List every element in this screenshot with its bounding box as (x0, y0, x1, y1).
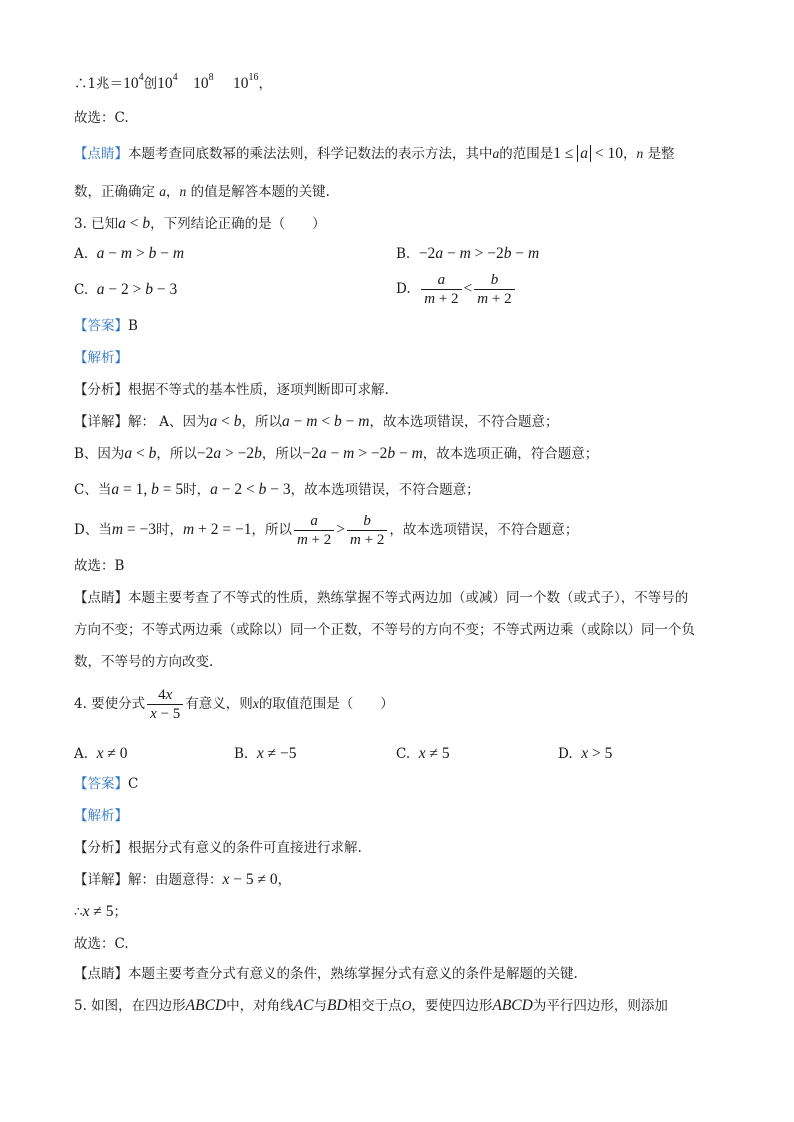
text: 本题考查同底数幂的乘法法则，科学记数法的表示方法，其中 (128, 146, 493, 162)
text: ， (258, 76, 272, 92)
dianjing-3c: 数，不等号的方向改变. (74, 654, 214, 670)
math: a < b (209, 413, 242, 430)
math: m + 2 = −1 (183, 521, 252, 538)
option-4c (396, 744, 450, 764)
text: ，所以 (241, 414, 283, 430)
math-1e4: $10^4$ (123, 72, 144, 92)
line-2: 故选：C. (74, 110, 129, 126)
tag: 【点睛】 (74, 146, 128, 162)
text: ，故本选项正确，符合题意； (422, 446, 599, 462)
text: ，所以 (156, 446, 197, 462)
math: x > 5 (581, 745, 613, 762)
text: 3. 已知 (74, 216, 119, 232)
math: −2a > −2b (196, 445, 262, 462)
xiangjie-3b (74, 444, 598, 464)
text: 有意义，则 (185, 696, 253, 712)
math-1e4b: $10^4$ $10^8$ $10^{16}$ (157, 72, 259, 92)
tag: 【详解】 (74, 414, 128, 430)
therefore-4 (74, 902, 127, 922)
tag: 【解析】 (74, 350, 128, 366)
dianjing-3a (74, 588, 688, 608)
math: a < b (124, 445, 157, 462)
math: a < b (118, 215, 151, 232)
label: A. (74, 746, 89, 762)
math: x − 5 ≠ 0 (222, 871, 278, 888)
fenxi-3 (74, 380, 389, 400)
question-5: 5. 如图，在四边形ABCD中，对角线AC与BD相交于点O，要使四边形ABCD为平行四边形，则添加 (74, 997, 668, 1014)
text: C、当 (74, 482, 112, 498)
option-3b (396, 244, 539, 264)
guxuan-4: 故选：C. (74, 936, 129, 952)
text: ， (166, 184, 180, 200)
math: ABCD (185, 997, 227, 1014)
tag: 【点睛】 (74, 966, 128, 982)
guxuan-3: 故选：B (74, 558, 125, 574)
tag: 【解析】 (74, 808, 128, 824)
text: 数，正确确定 (74, 184, 155, 200)
text: ∴ (74, 904, 83, 920)
question-4: 4. 要使分式 $\frac{4x}{x - 5}$ 有意义，则x的取值范围是（ ） (74, 687, 394, 722)
text: B (128, 318, 138, 334)
dianjing-4 (74, 964, 578, 984)
text: ； (113, 904, 127, 920)
text: 相交于点 (347, 998, 402, 1014)
jiexi-3 (74, 348, 128, 368)
tag: 【答案】 (74, 776, 128, 792)
text: B、因为 (74, 446, 125, 462)
text: ，故本选项错误，不符合题意； (290, 482, 480, 498)
text: ， (623, 146, 637, 162)
math-range: 1 ≤ a < 10 (553, 145, 624, 162)
label: D. (396, 281, 411, 297)
option-3c (74, 280, 177, 300)
text: 4. 要使分式 (74, 696, 146, 712)
text: 根据分式有意义的条件可直接进行求解. (128, 840, 362, 856)
text: 创 (143, 76, 158, 92)
math: a − m > b − m (96, 245, 185, 262)
label: C. (396, 746, 411, 762)
text: ，故本选项错误，不符合题意； (389, 522, 579, 538)
math: x ≠ 5 (82, 903, 114, 920)
text: ，下列结论正确的是（ ） (150, 216, 326, 232)
text: 解： A、因为 (128, 414, 210, 430)
math: BD (326, 997, 348, 1014)
math: x ≠ 0 (96, 745, 128, 762)
tag: 【点睛】 (74, 590, 128, 606)
question-3 (74, 214, 326, 234)
tag: 【分析】 (74, 382, 128, 398)
option-4a (74, 744, 128, 764)
xiangjie-3c (74, 480, 480, 500)
text: C (128, 776, 139, 792)
text: ∴1兆＝ (74, 76, 124, 92)
math: x ≠ 5 (418, 745, 450, 762)
xiangjie-4 (74, 870, 291, 890)
dianjing-1b: 数，正确确定 a，n 的值是解答本题的关键. (74, 184, 330, 200)
text: 时， (183, 482, 211, 498)
math: x ≠ −5 (256, 745, 297, 762)
text: D、当 (74, 522, 112, 538)
label: C. (74, 282, 89, 298)
text: 解：由题意得： (128, 872, 223, 888)
xiangjie-3d: D、当m = −3时，m + 2 = −1，所以 $\frac{a}{m + 2}$ > $\frac{b}{m + 2}$ ，故本选项错误，不符合题意； (74, 513, 579, 548)
tag: 【分析】 (74, 840, 128, 856)
fraction: $\frac{a}{m + 2}$ (421, 271, 461, 308)
text: 5. 如图，在四边形 (74, 998, 186, 1014)
tag: 【答案】 (74, 318, 128, 334)
fraction: $\frac{b}{m + 2}$ (347, 512, 387, 549)
math: −2a − m > −2b − m (418, 245, 540, 262)
math: ABCD (492, 997, 533, 1014)
text: 中，对角线 (226, 998, 294, 1014)
math: a = 1, b = 5 (111, 481, 184, 498)
xiangjie-3a (74, 412, 558, 432)
fraction: $\frac{b}{m + 2}$ (474, 271, 514, 308)
fraction: $\frac{a}{m + 2}$ (294, 512, 334, 549)
option-4b (234, 744, 296, 764)
answer-3 (74, 316, 138, 336)
line-1 (74, 74, 272, 94)
label: D. (558, 746, 573, 762)
fenxi-4 (74, 838, 362, 858)
text: 是整 (647, 146, 675, 162)
math: m = −3 (111, 521, 157, 538)
text: ，故本选项错误，不符合题意； (369, 414, 559, 430)
option-3d: D. $\frac{a}{m + 2}$ < $\frac{b}{m + 2}$ (396, 271, 517, 308)
text: 本题主要考查分式有意义的条件，熟练掌握分式有意义的条件是解题的关键. (128, 966, 578, 982)
text: 为平行四边形，则添加 (532, 998, 668, 1014)
math: a − 2 < b − 3 (210, 481, 291, 498)
text: ，要使四边形 (411, 998, 493, 1014)
text: ， (277, 872, 292, 888)
math: a − 2 > b − 3 (96, 281, 178, 298)
text: 的值是解答本题的关键. (190, 184, 330, 200)
text: 的范围是 (499, 146, 554, 162)
fraction: $\frac{4x}{x - 5}$ (147, 686, 183, 723)
label: B. (234, 746, 249, 762)
answer-4 (74, 774, 138, 794)
math: a − m < b − m (282, 413, 370, 430)
option-4d (558, 744, 612, 764)
text: 时， (156, 522, 184, 538)
text: 与 (313, 998, 327, 1014)
dianjing-3b: 方向不变；不等式两边乘（或除以）同一个正数，不等号的方向不变；不等式两边乘（或除以）同一个负 (74, 622, 695, 638)
option-3a (74, 244, 184, 264)
jiexi-4 (74, 806, 128, 826)
math: −2a − m > −2b − m (302, 445, 423, 462)
text: ，所以 (261, 446, 303, 462)
text: ，所以 (251, 522, 292, 538)
tag: 【详解】 (74, 872, 128, 888)
label: A. (74, 246, 89, 262)
text: 根据不等式的基本性质，逐项判断即可求解. (128, 382, 389, 398)
text: 的取值范围是（ ） (258, 696, 394, 712)
dianjing-1: 【点睛】本题考查同底数幂的乘法法则，科学记数法的表示方法，其中a的范围是1 ≤ a < 10，n 是整 (74, 145, 675, 162)
text: 本题主要考查了不等式的性质，熟练掌握不等式两边加（或减）同一个数（或式子），不等号的 (128, 590, 689, 606)
label: B. (396, 246, 411, 262)
math: AC (293, 997, 314, 1014)
